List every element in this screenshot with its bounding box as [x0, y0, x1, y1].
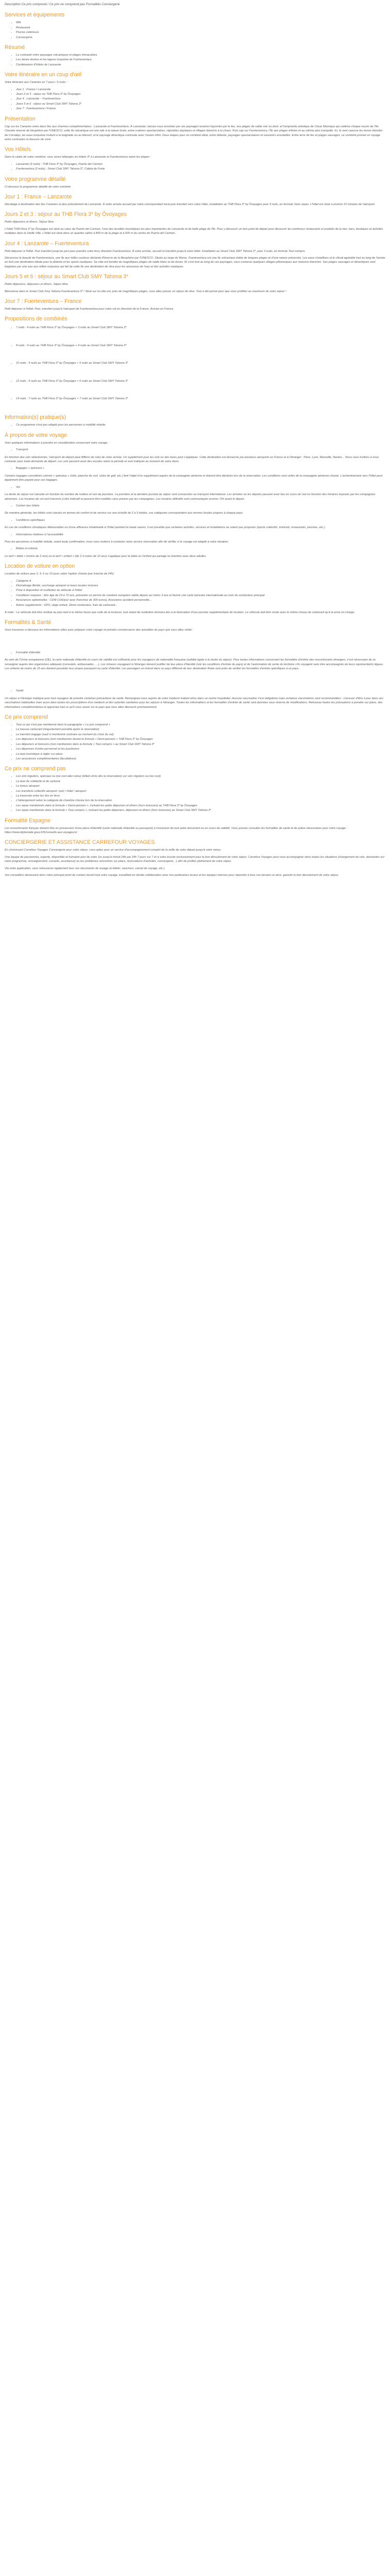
list-item: • Autres suppléments : GPS, siège enfant, 2ème conducteur, frais de carburant...: [16, 603, 386, 607]
formalites-text: Vous trouverez ci-dessous les informations utiles pour préparer votre voyage et prendre connaissance des actualités du pays que vous allez visiter.: [5, 629, 193, 632]
bagages-label: • Bagages « spéciaux »: [16, 466, 386, 470]
info-list: [5, 423, 386, 427]
list-item: • Le transfert bagage (sauf si mentionné contraire au moment du choix du vol): [16, 733, 386, 737]
list-item: • Les repas mentionnés dans la formule « Tout compris », incluant les petits déjeuners, déjeuners et dîners (hors boissons) au Smart Club SMY Tahona 3*: [16, 808, 386, 812]
combos-list: [5, 326, 386, 401]
day4-text: Découvrez la beauté de Fuerteventura, une île aux milles couleurs déclarée Réserve de la Biosphère par l'UNESCO. Située au large du Maroc, Fuerteventura est une île volcanique dotée de longues plages et d'une nature préservée. Les eaux cristallines et le climat agréable tout au long de l'année en font une destination idéale pour la détente et les sports nautiques. Sa côte est bordée de magnifiques plages de sable blanc et de dunes. Et c'est tout au long de ces paysages, vous croiserez quelques villages pittoresques aux maisons blanches. Ses plages sauvages et désertiques sont baignées par une eau aux reflets turquoise qui fait de cette île une destination de rêve pour les amoureux de l'eau et des activités nautiques.: [5, 256, 385, 268]
day56-title: Jours 5 et 6 : séjour au Smart Club SMY Tahona 3*: [5, 274, 128, 280]
list-item: • Wifi: [16, 21, 386, 25]
list-item: • L'hébergement selon la catégorie de chambre choisie lors de la réservation: [16, 799, 386, 803]
combo-item: • 10 nuits : 5 nuits au THB Flora 3* by Ôvoyages + 5 nuits au Smart Club SMY Tahona 3*: [16, 361, 386, 365]
list-item: • Les dépenses d'ordre personnel et les pourboires: [16, 747, 386, 751]
vol-text: La durée du séjour est calculée en fonction du nombre de nuitées et non de journées. La première et la dernière journée du séjour sont consacrées au transport international. Les arrivées ou les départs peuvent avoir lieu en cours de nuit en fonction des horaires imposés par les compagnies aériennes. Les horaires de vol sont transmis à titre indicatif et peuvent être modifiés sans préavis par les compagnies. Les horaires définitifs sont communiqués environ 72h avant le départ.: [5, 493, 376, 501]
list-item: • Combinaison d'hôtels de Lanzarote: [16, 63, 386, 67]
confort-text: De manière générale, les hôtels sont classés en termes de confort et de service sur une échelle de 2 à 5 étoiles, ces catégories correspondent aux normes locales propres à chaque pays.: [5, 512, 243, 515]
day23-text: L'hôtel THB Flora 3* by Ôvoyages est situé au cœur de Puerto del Carmen, l'une des localités touristiques les plus importantes de Lanzarote et de belle plage de l'île. Pour y découvrir un bon point de départ pour découvrir les nombreux restaurants et produits de la mer, bars, boutiques et activités multiples dans la Vieille Ville. L'hôtel est situé dans un quartier calme à 800 m de la plage et à 500 m du centre de Puerto del Carmen.: [5, 227, 383, 235]
itinerary-list: [5, 88, 386, 111]
concierge-text-2: Une équipe de passionnés, experte, disponible et humaine plus de votre 1er jusqu'à minuit 24h par 24h 7 jours sur 7 et à votre écoute exclusivement pour le bon déroulement de votre séjour. Carrefour Voyages peut vous accompagner dans toutes les situations (changement de vols, demandes sur votre programme, renseignement, conseils, assistance) ou les problèmes rencontrés sur place, réservations d'activités, conciergerie…) afin de profiter pleinement de votre séjour.: [5, 855, 385, 863]
bagages-text: Certains bagages considérés comme « spéciaux » (vélo, planche de surf, clubs de golf, etc.) font l'objet d'un supplément auprès de la compagnie aérienne et doivent être déclarés lors de la réservation. Les conditions sont celles de la compagnie aérienne choisie. L'acheminement vers l'hôtel peut également être payant pour ces bagages.: [5, 474, 383, 482]
combo-item: • 12 nuits : 6 nuits au THB Flora 3* by Ôvoyages + 6 nuits au Smart Club SMY Tahona 3*: [16, 379, 386, 383]
list-item: • Conciergerie: [16, 36, 386, 40]
location-list: [5, 579, 386, 607]
combos-title: Propositions de combinés: [5, 316, 68, 323]
list-item: • Ce programme n'est pas adapté pour les personnes à mobilité réduite.: [16, 423, 386, 427]
itinerary-title: Votre itinéraire en un coup d'œil: [5, 72, 82, 78]
formalites-identite: [5, 651, 386, 655]
apropos-intro: Voici quelques informations à prendre en considération concernant votre voyage :: [5, 441, 109, 445]
apropos-vol: [5, 485, 386, 489]
tabs-line: Description Ce prix comprend / Ce prix ne comprend pas Formalités Conciergerie: [5, 3, 120, 6]
list-item: • Restaurant: [16, 26, 386, 30]
prix-ne-comprend-list: [5, 774, 386, 812]
list-item: • Prise à disposition et restitution du véhicule à l'hôtel: [16, 588, 386, 592]
prix-comprend-title: Ce prix comprend: [5, 714, 48, 721]
list-item: • Jour 4 : Lanzarote – Fuerteventura: [16, 97, 386, 101]
presentation-title: Présentation: [5, 115, 36, 122]
apropos-mobility: [5, 533, 386, 537]
conditions-text: En cas de conditions climatiques défavorables ou d'une affluence inhabituelle à l'hôtel pendant la haute saison, il est possible que certaines activités, services et installations ne soient pas proposés (sports collectifs, miniclub, restaurants, piscines, etc.).: [5, 526, 326, 530]
day1-title: Jour 1 : France – Lanzarote: [5, 193, 72, 200]
resume-title: Résumé: [5, 44, 25, 51]
programme-intro: Ci-dessous le programme détaillé de votre combiné: [5, 185, 71, 189]
services-title: Services et équipements: [5, 12, 65, 19]
itinerary-intro: Votre itinéraire aux Canaries en 7 jours / 6 nuits :: [5, 81, 68, 84]
day7-title: Jour 7 : Fuerteventura – France: [5, 298, 82, 304]
apropos-transport: [5, 448, 386, 452]
list-item: • La traversée entre les îles en ferry: [16, 794, 386, 798]
list-item: • La taxe de solidarité et de carbone: [16, 779, 386, 784]
list-item: • La hausse carburant (réajustement possible après la réservation): [16, 727, 386, 732]
transport-label: • Transport: [16, 448, 386, 452]
list-item: • Les dunes dorées et les lagons turquoise de Fuerteventura: [16, 58, 386, 62]
confort-label: • Confort des hôtels: [16, 504, 386, 508]
list-item: • Tout ce qui n'est pas mentionné dans le paragraphe « Le prix comprend »: [16, 723, 386, 727]
concierge-text-3: Via votre application, vous retrouverez également tous vos documents de voyage (e-billets, vouchers, carnet de voyage, etc.).: [5, 867, 166, 870]
concierge-title: CONCIERGERIE ET ASSISTANCE CARREFOUR VOYAGES: [5, 839, 155, 846]
identite-text: Au sein de l'Union européenne (UE), la carte nationale d'identité en cours de validité est suffisante pour les voyageurs de nationalité française (validité égale à la durée du séjour). Pour toutes informations concernant les formalités d'entrée des ressortissants étrangers, il est nécessaire de se renseigner auprès des organismes adéquats (consulats, ambassades, …). Les mineurs voyageant à l'étranger doivent justifier de leur pièce d'identité (voir les conditions d'entrée du pays) et de l'autorisation de sortie du territoire s'ils voyagent sans être accompagnés de leurs représentants légaux. Les enfants de moins de 15 ans doivent posséder leur propre passeport ou carte d'identité. Les passagers en transit dans un pays différent de leur destination finale sont priés de vérifier les formalités d'entrée spécifiques à ce pays.: [5, 658, 384, 671]
list-item: • Kilométrage illimité, surcharge aéroport et taxes locales incluses: [16, 584, 386, 588]
list-item: • La taxe touristique à régler sur place: [16, 752, 386, 756]
hotels-intro: Dans le cadre de votre combiné, vous serez hébergés en hôtels 3* à Lanzarote et Fuerteventura selon les étapes :: [5, 156, 151, 159]
day4-title: Jour 4 : Lanzarote – Fuerteventura: [5, 240, 89, 247]
list-item: • Assurances optionnelles : CDW (13€/jour avec franchise de 300 euros), Assurance accident personnelle…: [16, 598, 386, 602]
apropos-title: À propos de votre voyage: [5, 432, 67, 438]
bebe-label: • Bébés et enfants: [16, 547, 386, 551]
combo-item: • 14 nuits : 7 nuits au THB Flora 3* by Ôvoyages + 7 nuits au Smart Club SMY Tahona 3*: [16, 397, 386, 401]
list-item: • Les vols réguliers, spéciaux ou low cost aller-retour (billets émis dès la réservation) sur vols réguliers ou low cost): [16, 774, 386, 778]
location-note: À noter : Le véhicule doit être restitué au plus tard à la même heure que celle de la livraison, tout retard de restitution donnera lieu à la facturation d'une journée supplémentaire de location. Le véhicule doit être rendu avec le même niveau de carburant qu'à la prise en charge.: [5, 611, 355, 614]
list-item: • Lanzarote (3 nuits) : THB Flora 3* by Ôvoyages, Puerto del Carmen: [16, 162, 386, 166]
vol-label: • Vol: [16, 485, 386, 489]
list-item: • Les transferts collectifs aéroport / port / hôtel / aéroport: [16, 789, 386, 793]
day56-text: Bienvenue dans le Smart Club Smy Tahona Fuerteventura 3* ! Situé sur la côte est, près de magnifiques plages, vous allez passer un séjour de rêve. Tout a été pensé pour que vous profitiez au maximum de votre séjour !: [5, 290, 286, 293]
services-list: [5, 21, 386, 40]
list-item: • Fuerteventura (3 nuits) : Smart Club SMY Tahona 3*, Caleta de Fuste: [16, 167, 386, 171]
hotels-list: [5, 162, 386, 172]
location-intro: Location de voiture pour 2, 4, 6 ou 10 jours selon l'option choisie (par tranche de 24h): [5, 572, 114, 576]
apropos-confort: [5, 504, 386, 508]
formalites-sante: [5, 689, 386, 693]
resume-list: [5, 53, 386, 67]
list-item: • Jour 1 : France / Lanzarote: [16, 88, 386, 92]
list-item: • Les repas mentionnés dans la formule « Demi-pension », incluant les petits déjeuners et dîners (hors boissons) au THB Flora 3* by Ôvoyages: [16, 804, 386, 808]
list-item: • Jour 7 : Fuerteventura / France: [16, 107, 386, 111]
apropos-bebe: [5, 547, 386, 551]
mobility-text: Pour les personnes à mobilité réduite, avant toute confirmation, nous vous invitons à contacter notre service réservation afin de vérifier si le voyage est adapté à votre situation.: [5, 540, 229, 544]
bebe-text: Le tarif « bébé » (moins de 2 ans) ou le tarif « enfant » (de 2 à moins de 12 ans) s'applique pour le bébé ou l'enfant qui partage la chambre avec deux adultes.: [5, 554, 207, 558]
day23-title: Jours 2 et 3 : séjour au THB Flora 3* by Ôvoyages: [5, 211, 127, 218]
list-item: • La contrasté entre paysages volcaniques et plages immaculées: [16, 53, 386, 57]
day23-sub: Petits déjeuners et dîners. Séjour libre.: [5, 221, 55, 224]
identite-label: • Formalité d'identité: [16, 651, 386, 655]
apropos-conditions: [5, 518, 386, 522]
combo-item: • 7 nuits : 4 nuits au THB Flora 3* by Ôvoyages + 3 nuits au Smart Club SMY Tahona 3*: [16, 326, 386, 330]
mobility-label: • Informations relatives à l'accessibilité: [16, 533, 386, 537]
conditions-label: • Conditions spécifiques: [16, 518, 386, 522]
sante-label: • Santé: [16, 689, 386, 693]
list-item: • Catégorie A: [16, 579, 386, 583]
transport-text: En fonction des vols sélectionnés, l'aéroport de départ peut différer de celui de votre arrivée. Un supplément pour les vols ou des taxes peut s'appliquer. Cette destination est desservie par plusieurs aéroports en France et à l'étranger : Paris, Lyon, Marseille, Nantes... Nous vous invitons à nous contacter pour toute demande de départ. Les vols peuvent avoir des escales selon la période et sont indiqués au moment de votre devis.: [5, 455, 379, 464]
combo-item: • 8 nuits : 4 nuits au THB Flora 3* by Ôvoyages + 4 nuits au Smart Club SMY Tahona 3*: [16, 344, 386, 348]
day7-text: Petit déjeuner à l'hôtel. Puis, transfert jusqu'à l'aéroport de Fuerteventura pour votre vol en direction de la France. Arrivée en France.: [5, 308, 174, 311]
formalite-espagne-title: Formalité Espagne: [5, 817, 51, 824]
list-item: • Les déjeuners et boissons (non mentionnés dans la formule « Tout compris » au Smart Club SMY Tahona 3*: [16, 742, 386, 747]
prix-ne-comprend-title: Ce prix ne comprend pas: [5, 766, 66, 772]
list-item: • Les assurances complémentaires (facultatives): [16, 757, 386, 761]
list-item: • Le bonus aéroport: [16, 784, 386, 788]
list-item: • Jours 2 et 3 : séjour au THB Flora 3* by Ôvoyages: [16, 92, 386, 96]
location-title: Location de voiture en option: [5, 563, 75, 570]
info-title: Information(s) pratique(s): [5, 414, 66, 421]
day56-sub: Petits déjeuners, déjeuners et dîners. Séjour libre.: [5, 283, 69, 286]
hotels-title: Vos Hôtels: [5, 146, 31, 153]
list-item: • Conditions requises : être âgé de 23 à 72 ans, présenter un permis de conduire européen valide depuis au moins 3 ans et fournir une carte bancaire internationale au nom du conducteur principal.: [16, 594, 386, 598]
list-item: • Jours 5 et 6 : séjour au Smart Club SMY Tahona 3*: [16, 102, 386, 106]
day1-text: Décollage à destination des îles Canaries et plus précisément de Lanzarote. À votre arrivée accueil par notre correspondant local puis transfert vers votre hôtel, installation au THB Flora 3* by Ôvoyages pour 3 nuits, en formule Sans repas. L'hôtel est situé à environ 10 minutes de l'aéroport.: [5, 202, 376, 206]
apropos-bagages: [5, 466, 386, 470]
concierge-text-1: En choisissant Carrefour Voyages Conciergerie pour votre séjour, vous optez pour un service d'accompagnement complet de la veille de votre départ jusqu'à votre retour.: [5, 849, 221, 852]
formalite-espagne-text: Les ressortissants français doivent être en possession d'une pièce d'identité (carte nationale d'identité ou passeport) à l'exclusion de tout autre document ou en cours de validité. Vous pouvez consulter les formalités de santé et de police nécessaires pour votre voyage : https://www.diplomatie.gouv.fr/fr/conseils-aux-voyageurs/: [5, 826, 348, 834]
concierge-text-4: Vos conseillers demeurent alors votre principal point de contact durant tout votre voyage, travaillant en étroite collaboration avec nos partenaires locaux et les équipes internes pour répondre à tous vos besoins et ainsi, garantir le bon déroulement de votre séjour.: [5, 874, 339, 877]
list-item: • Piscine extérieure: [16, 30, 386, 35]
formalites-title: Formalités & Santé: [5, 619, 52, 626]
day4-sub: Petit déjeuner à l'hôtel. Puis transfert jusqu'au port pour prendre votre ferry direction Fuerteventura. À votre arrivée, accueil et transfert jusqu'à votre hôtel. Installation au Smart Club SMY Tahona 3*, pour 3 nuits, en formule Tout compris.: [5, 249, 306, 253]
programme-title: Votre programme détaillé: [5, 176, 66, 182]
presentation-text: Cap sur les Canaries entre deux îles aux charmes complémentaires : Lanzarote et Fuerteventura. À Lanzarote, laissez-vous envoûter par ses paysages lunaires façonnés par le feu, ses plages de sable noir ou doré, et l'empreinte artistique de César Manrique qui sublime chaque recoin de l'île. Classée réserve de biosphère par l'UNESCO, cette île volcanique est une ode à la nature brute, entre cratères spectaculaires, vignobles atypiques et villages blanchis à la chaux. Puis cap sur Fuerteventura, l'île aux plages infinies et au rythme plus tranquille. Ici, le vent caresse les dunes blondes de Corralejo, les eaux turquoise invitent à la baignade ou au kitesurf, et le paysage désertique contraste avec l'océan infini. Deux étapes pour un combiné idéal, entre détente, paysages spectaculaires et souvenirs ensoleillés. Entre terre de feu et plages sauvages, ce combiné promet un voyage entre contrastes et douceur de vivre.: [5, 125, 383, 141]
sante-text: Un séjour à l'étranger implique pour tout voyageur de prendre certaines précautions de santé. Renseignez-vous auprès de votre médecin traitant et/ou dans un centre hospitalier. Aucune vaccination n'est obligatoire mais certaines vaccinations sont recommandées : s'assurer d'être à jour dans ses vaccinations habituelles mais aussi dans toutes les prescriptions d'un médecin et des autorités sanitaires pour les séjours à l'étranger. Toutes les informations et les formalités d'entrée de santé sont données sous réserve de modifications. Retrouvez toutes les précautions à prendre sur place, des informations complémentaires et apprenez tout ce qu'il vous savoir sur le pays que vous allez découvrir prochainement.: [5, 697, 383, 709]
list-item: • Les déjeuners et boissons (non mentionnés durant la formule « Demi-pension » THB Flora 3* by Ôvoyages: [16, 737, 386, 741]
prix-comprend-list: [5, 723, 386, 761]
product-description: [0, 0, 391, 877]
